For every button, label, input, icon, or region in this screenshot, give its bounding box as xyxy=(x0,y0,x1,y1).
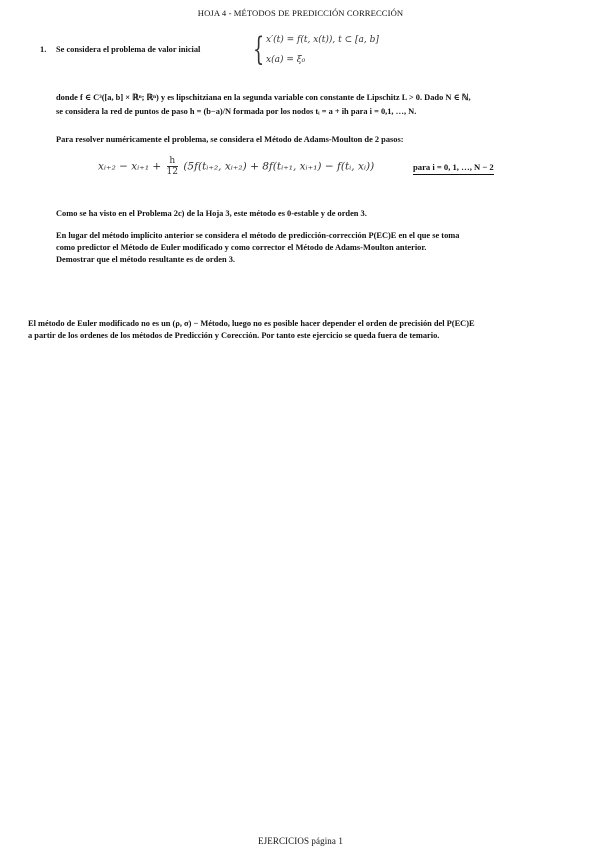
problem-line-2: se considera la red de puntos de paso h = (b−a)/N formada por los nodos tᵢ = a + ih para i = 0,1, …, N. xyxy=(56,107,417,116)
fraction-numerator: h xyxy=(167,156,178,167)
formula-left: xᵢ₊₂ − xᵢ₊₁ + xyxy=(98,160,162,173)
formula-range: para i = 0, 1, …, N − 2 xyxy=(413,162,494,175)
problem-line-6: como predictor el Método de Euler modificado y como corrector el Método de Adams-Moulton anterior. xyxy=(56,243,427,252)
problem-line-5: En lugar del método implícito anterior se considera el método de predicción-corrección P(EC)E en el que se toma xyxy=(56,231,460,240)
page-footer: EJERCICIOS página 1 xyxy=(258,836,343,846)
problem-line-7: Demostrar que el método resultante es de orden 3. xyxy=(56,255,236,264)
ivp-equation-1: x′(t) = f(t, x(t)), t ⊂ [a, b] xyxy=(266,35,379,45)
problem-line-4: Como se ha visto en el Problema 2c) de la Hoja 3, este método es 0-estable y de orden 3. xyxy=(56,209,367,218)
system-brace: { xyxy=(253,30,265,68)
problem-intro: Se considera el problema de valor inicial xyxy=(56,45,201,54)
problem-number: 1. xyxy=(40,45,47,54)
ivp-equation-2: x(a) = ξ₀ xyxy=(266,55,306,65)
formula-fraction xyxy=(167,156,178,177)
page-title: HOJA 4 - MÉTODOS DE PREDICCIÓN CORRECCIÓN xyxy=(197,8,404,18)
formula-right: (5f(tᵢ₊₂, xᵢ₊₂) + 8f(tᵢ₊₁, xᵢ₊₁) − f(tᵢ, xᵢ)) xyxy=(183,160,375,173)
fraction-denominator: 12 xyxy=(166,167,178,177)
note-line-1: El método de Euler modificado no es un (ρ, σ) − Método, luego no es posible hacer depender el orden de precisión del P(EC)E xyxy=(28,319,475,328)
problem-line-1: donde f ∈ C³([a, b] × ℝⁿ; ℝⁿ) y es lipschitziana en la segunda variable con constante de Lipschitz L > 0. Dado N ∈ ℕ, xyxy=(56,93,471,102)
adams-moulton-formula xyxy=(98,156,374,177)
note-line-2: a partir de los ordenes de los métodos de Predicción y Corección. Por tanto este ejercicio se queda fuera de temario. xyxy=(28,331,440,340)
problem-line-3: Para resolver numéricamente el problema, se considera el Método de Adams-Moulton de 2 pasos: xyxy=(56,135,404,144)
